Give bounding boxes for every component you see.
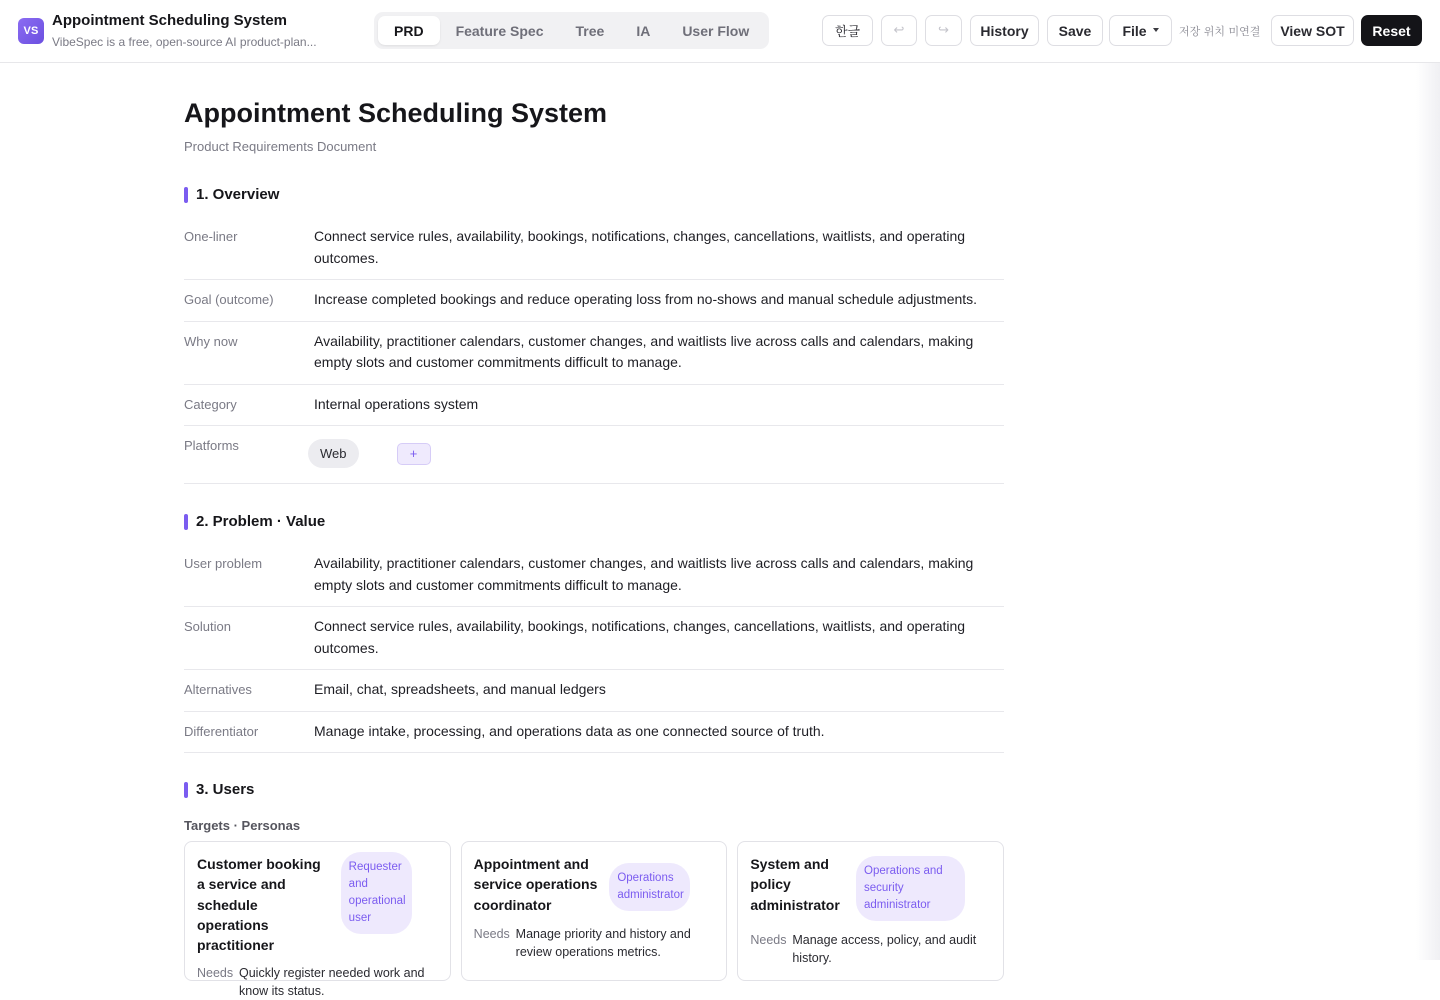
persona-card[interactable] (461, 841, 728, 981)
field-value[interactable]: Connect service rules, availability, bookings, notifications, changes, cancellations, waitlists, and operating outcomes. (314, 228, 966, 266)
redo-icon: ↪ (938, 23, 949, 38)
field-label: One-liner (184, 229, 238, 244)
platform-chip[interactable]: Web (308, 439, 359, 468)
field-value[interactable]: Availability, practitioner calendars, customer changes, and waitlists live across calls and calendars, making empty slots and customer commitments difficult to manage. (314, 555, 974, 593)
view-tabs (374, 12, 769, 49)
personas-subheading: Targets · Personas (184, 818, 301, 833)
persona-title: Appointment and service operations coordinator (473, 856, 598, 913)
persona-needs: Quickly register needed work and know its status. (239, 966, 425, 999)
field-row-differentiator (184, 712, 1004, 754)
history-button[interactable]: History (970, 15, 1039, 46)
language-toggle-button[interactable]: 한글 (822, 15, 873, 46)
section-heading-problem-value: 2. Problem · Value (184, 512, 1004, 532)
app-subtitle: VibeSpec is a free, open-source AI product-plan... (52, 35, 317, 49)
chevron-down-icon (1153, 28, 1159, 32)
tab-user-flow[interactable]: User Flow (682, 22, 750, 39)
add-platform-button[interactable]: + (397, 443, 431, 465)
persona-role-badge: Requester and operational user (341, 852, 412, 934)
tab-ia[interactable]: IA (636, 22, 651, 39)
field-row-user-problem (184, 544, 1004, 607)
needs-label: Needs (473, 926, 510, 941)
save-location-status: 저장 위치 미연결 (1179, 25, 1261, 38)
field-value[interactable]: Internal operations system (314, 395, 479, 412)
tab-tree[interactable]: Tree (575, 22, 605, 39)
field-label: Solution (184, 619, 231, 634)
field-label: User problem (184, 556, 263, 571)
section-heading-users: 3. Users (184, 780, 1004, 800)
overview-fields (184, 217, 1004, 484)
persona-title: Customer booking a service and schedule operations practitioner (197, 856, 321, 954)
platform-list (308, 435, 1004, 468)
field-label: Platforms (184, 438, 239, 453)
document-title[interactable]: Appointment Scheduling System (184, 98, 608, 128)
field-row-goal (184, 280, 1004, 322)
field-label: Alternatives (184, 682, 252, 697)
undo-icon: ↩ (893, 23, 905, 38)
document-subtitle: Product Requirements Document (184, 139, 377, 154)
needs-label: Needs (197, 966, 234, 981)
field-label: Why now (184, 333, 238, 349)
persona-card[interactable] (737, 841, 1004, 981)
field-label: Goal (outcome) (184, 292, 274, 307)
undo-button[interactable] (881, 15, 917, 46)
scroll-edge-shadow (1416, 63, 1440, 960)
file-menu-label: File (1122, 22, 1147, 39)
needs-label: Needs (750, 933, 787, 947)
top-bar (0, 0, 1440, 63)
field-row-category (184, 385, 1004, 427)
persona-card[interactable] (184, 841, 451, 999)
problem-fields (184, 544, 1004, 753)
field-value[interactable]: Email, chat, spreadsheets, and manual ledgers (314, 681, 606, 697)
field-row-why-now (184, 322, 1004, 385)
prd-document (184, 63, 1004, 999)
app-title: Appointment Scheduling System (52, 12, 288, 29)
app-logo: VS (18, 18, 44, 44)
field-row-platforms (184, 426, 1004, 484)
tab-feature-spec[interactable]: Feature Spec (455, 22, 544, 39)
redo-button[interactable] (925, 15, 962, 46)
persona-cards (184, 841, 1004, 999)
file-menu-button[interactable] (1109, 15, 1172, 46)
persona-needs: Manage priority and history and review operations metrics. (515, 926, 691, 959)
tab-prd[interactable]: PRD (378, 16, 440, 45)
field-label: Differentiator (184, 723, 259, 739)
field-row-alternatives (184, 670, 1004, 712)
field-row-solution (184, 607, 1004, 670)
field-value[interactable]: Connect service rules, availability, bookings, notifications, changes, cancellations, waitlists, and operating outcomes. (314, 618, 966, 656)
persona-title: System and policy administrator (750, 856, 840, 913)
section-heading-overview: 1. Overview (184, 185, 1004, 205)
field-row-one-liner (184, 217, 1004, 280)
persona-role-badge: Operations administrator (609, 863, 690, 911)
persona-needs: Manage access, policy, and audit history. (792, 933, 977, 965)
save-button[interactable]: Save (1047, 15, 1103, 46)
field-value[interactable]: Increase completed bookings and reduce operating loss from no-shows and manual schedule adjustments. (314, 291, 978, 307)
field-value[interactable]: Availability, practitioner calendars, customer changes, and waitlists live across calls and calendars, making empty slots and customer commitments difficult to manage. (314, 332, 974, 370)
field-label: Category (184, 396, 237, 412)
persona-role-badge: Operations and security administrator (856, 856, 965, 921)
reset-button[interactable]: Reset (1361, 15, 1422, 46)
view-sot-button[interactable]: View SOT (1271, 15, 1354, 46)
field-value[interactable]: Manage intake, processing, and operations data as one connected source of truth. (314, 722, 825, 739)
